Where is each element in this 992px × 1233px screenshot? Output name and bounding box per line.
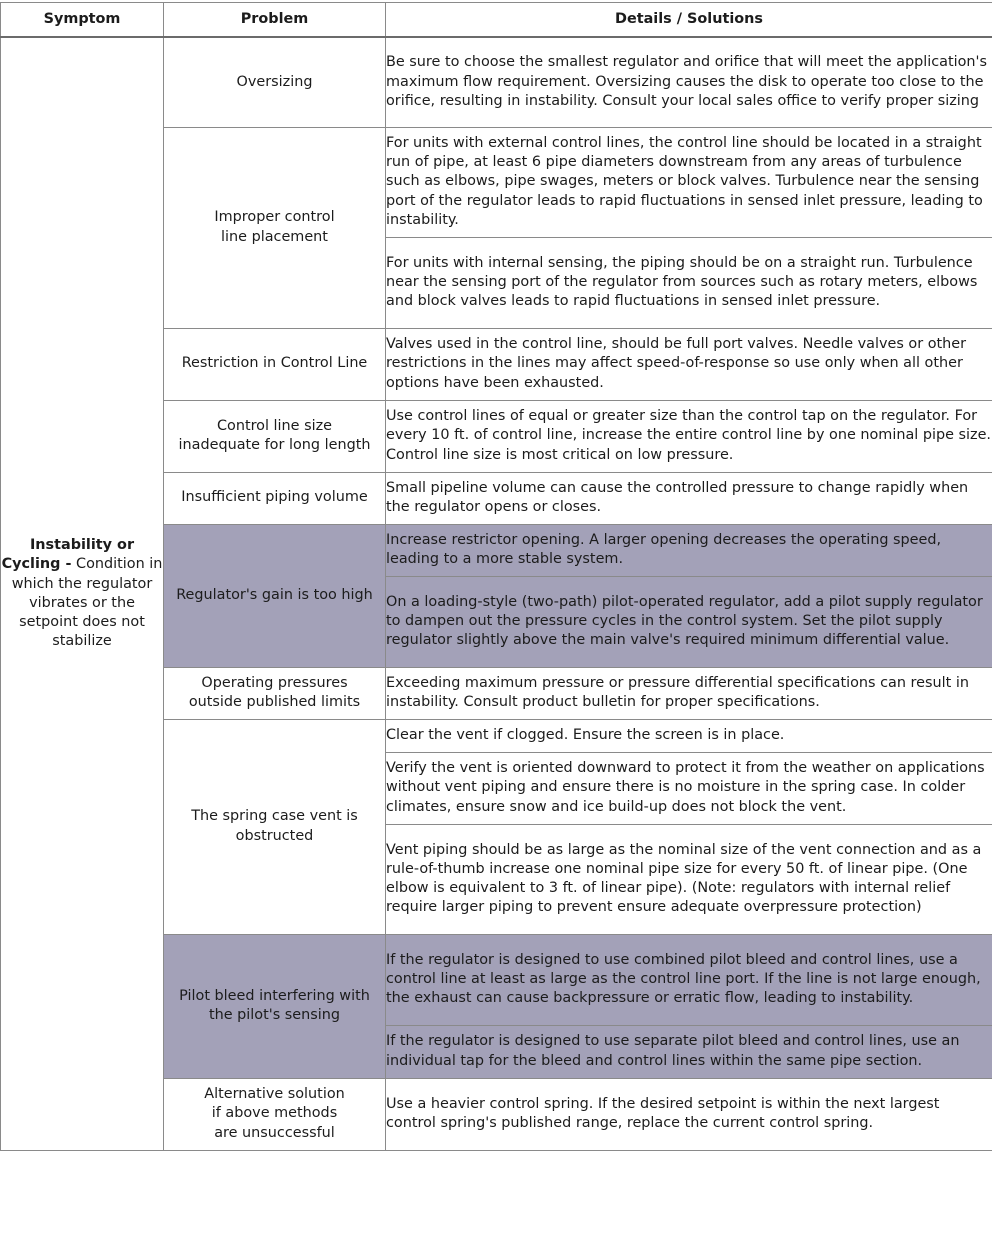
problem-label: are unsuccessful	[214, 1124, 335, 1141]
header-symptom: Symptom	[1, 3, 164, 38]
problem-label: outside published limits	[188, 694, 361, 710]
problem-label: Oversizing	[236, 73, 313, 90]
problem-cell	[164, 934, 386, 1078]
symptom-title: Instability or Cycling -	[1, 537, 135, 573]
solution-cell: For units with external control lines, the control line should be located in a straight run of pipe, at least 6 pipe diameters downstream from any areas of turbulence such as elbows, pipe swages, meters or block valves. Turbulence near the sensing port of the regulator leads to rapid fluctuations in sensed inlet pressure, leading to instability.	[386, 127, 992, 237]
solution-cell: Use a heavier control spring. If the desired setpoint is within the next largest control spring's published range, replace the current control spring.	[386, 1078, 992, 1150]
problem-label: Alternative solution	[204, 1086, 345, 1103]
problem-label: Restriction in Control Line	[181, 355, 368, 372]
table-row	[1, 37, 992, 127]
header-row	[1, 3, 992, 38]
solution-cell: Exceeding maximum pressure or pressure differential specifications can result in instability. Consult product bulletin for proper specifications.	[386, 667, 992, 719]
problem-label: if above methods	[211, 1105, 338, 1122]
problem-label: Operating pressures	[201, 674, 348, 691]
solution-cell: Use control lines of equal or greater size than the control tap on the regulator. For every 10 ft. of control line, increase the entire control line by one nominal pipe size. Control line size is most critical on low pressure.	[386, 400, 992, 472]
problem-label: Insufficient piping volume	[181, 489, 368, 506]
solution-cell: Verify the vent is oriented downward to protect it from the weather on applications without vent piping and ensure there is no moisture in the spring case. In colder climates, ensure snow and ice build-up does not block the vent.	[386, 752, 992, 824]
solution-cell: Vent piping should be as large as the nominal size of the vent connection and as a rule-of-thumb increase one nominal pipe size for every 50 ft. of linear pipe. (One elbow is equivalent to 3 ft. of linear pipe). (Note: regulators with internal relief require larger piping to prevent ensure adequate overpressure protection)	[386, 824, 992, 934]
problem-cell	[164, 400, 386, 472]
solution-cell: For units with internal sensing, the piping should be on a straight run. Turbulence near the sensing port of the regulator from sources such as rotary meters, elbows and block valves leads to rapid fluctuations in sensed inlet pressure.	[386, 237, 992, 328]
symptom-cell	[1, 37, 164, 1150]
header-details: Details / Solutions	[386, 3, 992, 38]
header-problem: Problem	[164, 3, 386, 38]
problem-label: Improper control	[214, 209, 335, 226]
problem-cell	[164, 1078, 386, 1150]
solution-cell: If the regulator is designed to use separate pilot bleed and control lines, use an individual tap for the bleed and control lines within the same pipe section.	[386, 1025, 992, 1078]
problem-label: the pilot's sensing	[208, 1007, 341, 1023]
problem-label: obstructed	[235, 827, 314, 844]
problem-cell	[164, 127, 386, 328]
troubleshooting-table	[0, 2, 992, 1151]
solution-cell: Valves used in the control line, should be full port valves. Needle valves or other restrictions in the lines may affect speed-of-response so use only when all other options have been exhausted.	[386, 328, 992, 400]
table-body	[1, 37, 992, 1150]
solution-cell: Increase restrictor opening. A larger opening decreases the operating speed, leading to a more stable system.	[386, 524, 992, 576]
problem-cell	[164, 37, 386, 127]
problem-label: The spring case vent is	[191, 808, 358, 825]
problem-cell	[164, 524, 386, 667]
solution-cell: Clear the vent if clogged. Ensure the screen is in place.	[386, 719, 992, 752]
table-header	[1, 3, 992, 38]
problem-cell	[164, 328, 386, 400]
problem-cell	[164, 667, 386, 719]
problem-label: Pilot bleed interfering with	[179, 987, 370, 1004]
symptom-description: Condition in which the regulator vibrates or the setpoint does not stabilize	[11, 556, 163, 650]
solution-cell: If the regulator is designed to use combined pilot bleed and control lines, use a control line at least as large as the control line port. If the line is not large enough, the exhaust can cause backpressure or erratic flow, leading to instability.	[386, 934, 992, 1025]
problem-label: Regulator's gain is too high	[176, 586, 373, 603]
problem-label: line placement	[221, 228, 328, 245]
solution-cell: On a loading-style (two-path) pilot-operated regulator, add a pilot supply regulator to dampen out the pressure cycles in the control system. Set the pilot supply regulator slightly above the main valve's required minimum differential value.	[386, 576, 992, 667]
problem-label: Control line size	[216, 417, 333, 434]
problem-cell	[164, 719, 386, 934]
problem-cell	[164, 472, 386, 524]
solution-cell: Be sure to choose the smallest regulator and orifice that will meet the application's maximum flow requirement. Oversizing causes the disk to operate too close to the orifice, resulting in instability. Consult your local sales office to verify proper sizing	[386, 37, 992, 127]
solution-cell: Small pipeline volume can cause the controlled pressure to change rapidly when the regulator opens or closes.	[386, 472, 992, 524]
problem-label: inadequate for long length	[178, 437, 371, 453]
